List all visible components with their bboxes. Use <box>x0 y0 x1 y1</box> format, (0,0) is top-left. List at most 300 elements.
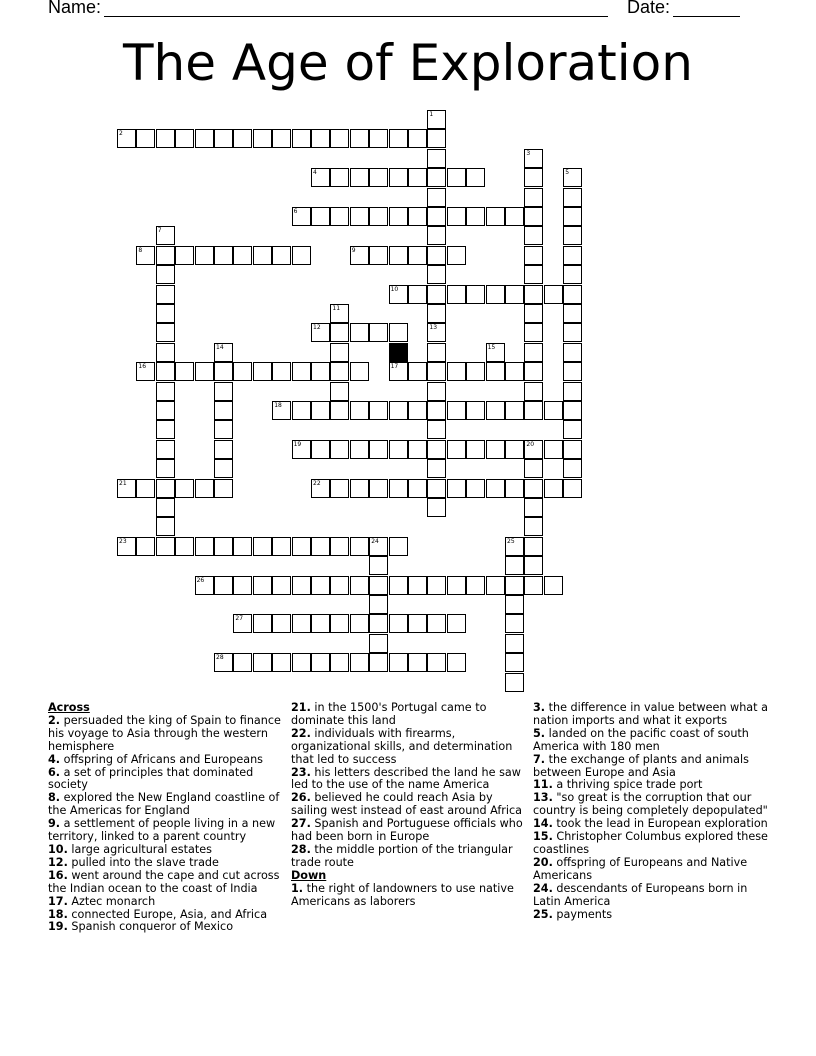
grid-cell[interactable] <box>544 479 563 498</box>
grid-cell[interactable] <box>311 129 330 148</box>
grid-cell[interactable] <box>311 614 330 633</box>
grid-cell[interactable] <box>466 401 485 420</box>
grid-cell[interactable] <box>156 498 175 517</box>
grid-cell[interactable] <box>292 440 311 459</box>
grid-cell[interactable] <box>233 614 252 633</box>
clue-number-label: 10. <box>48 842 68 856</box>
grid-cell[interactable] <box>330 323 349 342</box>
grid-cell[interactable] <box>486 479 505 498</box>
grid-cell[interactable] <box>563 323 582 342</box>
grid-cell[interactable] <box>214 362 233 381</box>
grid-cell[interactable] <box>156 479 175 498</box>
grid-cell[interactable] <box>389 614 408 633</box>
grid-cell[interactable] <box>311 401 330 420</box>
grid-cell[interactable] <box>253 129 272 148</box>
grid-cell[interactable] <box>195 576 214 595</box>
grid-cell[interactable] <box>233 537 252 556</box>
grid-cell[interactable] <box>466 576 485 595</box>
grid-cell[interactable] <box>389 401 408 420</box>
grid-cell[interactable] <box>563 285 582 304</box>
grid-cell[interactable] <box>214 459 233 478</box>
grid-cell[interactable] <box>505 634 524 653</box>
grid-cell[interactable] <box>505 207 524 226</box>
grid-cell[interactable] <box>389 285 408 304</box>
grid-cell[interactable] <box>563 304 582 323</box>
grid-cell[interactable] <box>350 246 369 265</box>
grid-cell[interactable] <box>466 285 485 304</box>
grid-cell[interactable] <box>369 614 388 633</box>
grid-cell[interactable] <box>292 614 311 633</box>
grid-cell[interactable] <box>447 653 466 672</box>
grid-cell[interactable] <box>214 343 233 362</box>
grid-cell[interactable] <box>195 129 214 148</box>
grid-cell[interactable] <box>563 207 582 226</box>
grid-cell[interactable] <box>524 265 543 284</box>
grid-cell[interactable] <box>330 576 349 595</box>
across-heading: Across <box>48 701 90 714</box>
clue-number: 25 <box>507 537 515 545</box>
grid-cell[interactable] <box>253 246 272 265</box>
grid-cell[interactable] <box>369 401 388 420</box>
grid-cell[interactable] <box>408 129 427 148</box>
grid-cell[interactable] <box>524 285 543 304</box>
grid-cell[interactable] <box>466 440 485 459</box>
grid-cell[interactable] <box>233 576 252 595</box>
grid-cell[interactable] <box>427 401 446 420</box>
grid-cell[interactable] <box>233 246 252 265</box>
grid-cell[interactable] <box>369 207 388 226</box>
clue-text: "so great is the corruption that our country is being completely depopulated" <box>533 791 768 818</box>
grid-cell[interactable] <box>524 537 543 556</box>
grid-cell[interactable] <box>524 440 543 459</box>
grid-cell[interactable] <box>214 653 233 672</box>
grid-cell[interactable] <box>350 653 369 672</box>
grid-cell[interactable] <box>427 576 446 595</box>
grid-cell[interactable] <box>408 440 427 459</box>
grid-cell[interactable] <box>214 401 233 420</box>
grid-cell[interactable] <box>427 459 446 478</box>
grid-cell[interactable] <box>427 479 446 498</box>
grid-cell[interactable] <box>427 207 446 226</box>
grid-cell[interactable] <box>311 653 330 672</box>
grid-cell[interactable] <box>292 362 311 381</box>
grid-cell[interactable] <box>447 440 466 459</box>
grid-cell[interactable] <box>427 362 446 381</box>
grid-cell[interactable] <box>389 168 408 187</box>
clue-number-label: 15. <box>533 830 553 844</box>
grid-cell[interactable] <box>330 343 349 362</box>
grid-cell[interactable] <box>524 556 543 575</box>
clue-number: 12 <box>313 324 321 332</box>
grid-cell[interactable] <box>292 207 311 226</box>
grid-cell[interactable] <box>408 653 427 672</box>
clue-text: Spanish and Portuguese officials who had been born in Europe <box>291 817 523 844</box>
grid-cell[interactable] <box>427 440 446 459</box>
grid-cell[interactable] <box>427 420 446 439</box>
grid-cell[interactable] <box>466 207 485 226</box>
grid-cell[interactable] <box>350 479 369 498</box>
clue-text: landed on the pacific coast of south America with 180 men <box>533 726 749 753</box>
grid-cell[interactable] <box>214 576 233 595</box>
grid-cell[interactable] <box>447 285 466 304</box>
grid-cell[interactable] <box>272 362 291 381</box>
grid-cell[interactable] <box>156 265 175 284</box>
grid-cell[interactable] <box>524 517 543 536</box>
grid-cell[interactable] <box>447 362 466 381</box>
grid-cell[interactable] <box>486 401 505 420</box>
grid-cell[interactable] <box>156 401 175 420</box>
grid-cell[interactable] <box>350 576 369 595</box>
grid-cell[interactable] <box>544 440 563 459</box>
grid-cell[interactable] <box>253 537 272 556</box>
grid-cell[interactable] <box>563 343 582 362</box>
grid-cell[interactable] <box>505 537 524 556</box>
grid-cell[interactable] <box>447 479 466 498</box>
grid-cell[interactable] <box>175 537 194 556</box>
grid-cell[interactable] <box>466 168 485 187</box>
grid-cell[interactable] <box>272 129 291 148</box>
grid-cell[interactable] <box>117 537 136 556</box>
grid-cell[interactable] <box>195 362 214 381</box>
grid-cell[interactable] <box>136 129 155 148</box>
grid-cell[interactable] <box>350 129 369 148</box>
grid-cell[interactable] <box>136 537 155 556</box>
grid-cell[interactable] <box>505 576 524 595</box>
grid-cell[interactable] <box>369 537 388 556</box>
grid-cell[interactable] <box>350 168 369 187</box>
grid-cell[interactable] <box>563 382 582 401</box>
grid-cell[interactable] <box>524 149 543 168</box>
grid-cell[interactable] <box>330 614 349 633</box>
grid-cell[interactable] <box>389 576 408 595</box>
grid-cell[interactable] <box>505 440 524 459</box>
grid-cell[interactable] <box>350 401 369 420</box>
grid-cell[interactable] <box>389 246 408 265</box>
clue-text: Christopher Columbus explored these coastlines <box>533 830 768 856</box>
grid-cell[interactable] <box>330 653 349 672</box>
grid-cell[interactable] <box>427 304 446 323</box>
clue-number-label: 4. <box>48 752 61 766</box>
grid-cell[interactable] <box>389 440 408 459</box>
clue-number-label: 14. <box>533 817 553 831</box>
grid-cell[interactable] <box>505 614 524 633</box>
grid-cell[interactable] <box>369 246 388 265</box>
grid-cell[interactable] <box>369 168 388 187</box>
grid-cell[interactable] <box>156 285 175 304</box>
grid-cell[interactable] <box>350 207 369 226</box>
grid-cell[interactable] <box>447 207 466 226</box>
clue-number-label: 13. <box>533 791 553 805</box>
grid-cell[interactable] <box>408 168 427 187</box>
grid-cell[interactable] <box>389 207 408 226</box>
grid-cell[interactable] <box>389 323 408 342</box>
grid-cell[interactable] <box>311 207 330 226</box>
grid-cell[interactable] <box>117 129 136 148</box>
grid-cell[interactable] <box>253 614 272 633</box>
grid-cell[interactable] <box>563 420 582 439</box>
grid-cell[interactable] <box>486 343 505 362</box>
grid-cell[interactable] <box>563 246 582 265</box>
grid-cell[interactable] <box>524 246 543 265</box>
grid-cell[interactable] <box>272 246 291 265</box>
grid-cell[interactable] <box>408 362 427 381</box>
grid-cell[interactable] <box>272 401 291 420</box>
clue-text: believed he could reach Asia by sailing west instead of east around Africa <box>291 791 523 818</box>
grid-cell[interactable] <box>427 382 446 401</box>
grid-cell[interactable] <box>330 304 349 323</box>
grid-cell[interactable] <box>408 246 427 265</box>
grid-cell[interactable] <box>233 362 252 381</box>
grid-cell[interactable] <box>408 576 427 595</box>
clue-number-label: 28. <box>291 842 311 856</box>
grid-cell[interactable] <box>389 479 408 498</box>
grid-cell[interactable] <box>292 576 311 595</box>
grid-cell[interactable] <box>214 129 233 148</box>
grid-cell[interactable] <box>427 285 446 304</box>
grid-cell[interactable] <box>427 110 446 129</box>
down-clue-list-continued <box>533 702 768 921</box>
grid-cell[interactable] <box>253 576 272 595</box>
grid-cell[interactable] <box>330 401 349 420</box>
grid-cell[interactable] <box>311 168 330 187</box>
clue-number-label: 1. <box>291 881 304 895</box>
grid-cell[interactable] <box>369 634 388 653</box>
grid-cell[interactable] <box>292 537 311 556</box>
grid-cell[interactable] <box>156 517 175 536</box>
grid-cell[interactable] <box>272 537 291 556</box>
grid-cell[interactable] <box>330 362 349 381</box>
grid-cell[interactable] <box>233 129 252 148</box>
grid-cell[interactable] <box>350 440 369 459</box>
grid-cell[interactable] <box>427 246 446 265</box>
grid-cell[interactable] <box>156 343 175 362</box>
grid-cell[interactable] <box>156 459 175 478</box>
grid-cell[interactable] <box>311 362 330 381</box>
clue-number-label: 8. <box>48 791 61 805</box>
grid-cell[interactable] <box>369 595 388 614</box>
grid-cell[interactable] <box>175 362 194 381</box>
grid-cell[interactable] <box>505 401 524 420</box>
grid-cell[interactable] <box>330 440 349 459</box>
grid-cell[interactable] <box>292 653 311 672</box>
grid-cell[interactable] <box>544 401 563 420</box>
grid-cell[interactable] <box>427 168 446 187</box>
grid-cell[interactable] <box>447 576 466 595</box>
grid-cell[interactable] <box>486 362 505 381</box>
grid-cell[interactable] <box>563 265 582 284</box>
grid-cell[interactable] <box>136 246 155 265</box>
grid-cell[interactable] <box>524 207 543 226</box>
grid-cell[interactable] <box>175 479 194 498</box>
clue-number-label: 22. <box>291 726 311 740</box>
grid-cell[interactable] <box>466 479 485 498</box>
grid-cell[interactable] <box>292 129 311 148</box>
grid-cell[interactable] <box>563 226 582 245</box>
grid-cell[interactable] <box>505 673 524 692</box>
grid-cell[interactable] <box>563 168 582 187</box>
grid-cell[interactable] <box>427 149 446 168</box>
grid-cell[interactable] <box>369 323 388 342</box>
grid-cell[interactable] <box>156 420 175 439</box>
grid-cell[interactable] <box>311 576 330 595</box>
grid-cell[interactable] <box>427 129 446 148</box>
grid-cell[interactable] <box>214 479 233 498</box>
grid-cell[interactable] <box>233 653 252 672</box>
grid-cell[interactable] <box>136 479 155 498</box>
grid-cell[interactable] <box>117 479 136 498</box>
grid-cell[interactable] <box>447 614 466 633</box>
grid-cell[interactable] <box>524 401 543 420</box>
grid-cell[interactable] <box>253 653 272 672</box>
grid-cell[interactable] <box>505 653 524 672</box>
grid-cell[interactable] <box>447 401 466 420</box>
grid-cell[interactable] <box>408 207 427 226</box>
grid-cell[interactable] <box>369 576 388 595</box>
grid-cell[interactable] <box>330 168 349 187</box>
grid-cell[interactable] <box>156 304 175 323</box>
grid-cell[interactable] <box>524 226 543 245</box>
grid-cell[interactable] <box>524 304 543 323</box>
grid-cell[interactable] <box>408 285 427 304</box>
down-heading: Down <box>291 868 327 882</box>
grid-cell[interactable] <box>156 537 175 556</box>
grid-cell[interactable] <box>156 382 175 401</box>
grid-cell[interactable] <box>408 614 427 633</box>
grid-cell[interactable] <box>175 129 194 148</box>
grid-cell[interactable] <box>524 343 543 362</box>
grid-cell[interactable] <box>214 537 233 556</box>
grid-cell[interactable] <box>427 498 446 517</box>
grid-cell[interactable] <box>389 129 408 148</box>
grid-cell[interactable] <box>524 362 543 381</box>
grid-cell[interactable] <box>563 479 582 498</box>
grid-cell[interactable] <box>214 440 233 459</box>
grid-cell[interactable] <box>486 576 505 595</box>
grid-cell[interactable] <box>369 556 388 575</box>
grid-cell[interactable] <box>330 479 349 498</box>
grid-cell[interactable] <box>563 459 582 478</box>
grid-cell[interactable] <box>427 614 446 633</box>
grid-cell[interactable] <box>156 362 175 381</box>
grid-cell[interactable] <box>311 479 330 498</box>
grid-cell[interactable] <box>350 323 369 342</box>
grid-cell[interactable] <box>136 362 155 381</box>
grid-cell[interactable] <box>330 207 349 226</box>
grid-cell[interactable] <box>214 246 233 265</box>
grid-cell[interactable] <box>408 479 427 498</box>
grid-cell[interactable] <box>311 323 330 342</box>
grid-cell[interactable] <box>272 653 291 672</box>
grid-cell[interactable] <box>350 537 369 556</box>
grid-cell[interactable] <box>544 576 563 595</box>
grid-cell[interactable] <box>505 595 524 614</box>
grid-cell[interactable] <box>350 362 369 381</box>
grid-cell[interactable] <box>408 401 427 420</box>
clue-item <box>533 728 768 754</box>
grid-cell[interactable] <box>486 285 505 304</box>
clue-text: the middle portion of the triangular trade route <box>291 842 513 869</box>
grid-cell[interactable] <box>272 576 291 595</box>
grid-cell[interactable] <box>427 343 446 362</box>
grid-cell[interactable] <box>369 479 388 498</box>
grid-cell[interactable] <box>427 323 446 342</box>
grid-cell[interactable] <box>524 188 543 207</box>
grid-cell[interactable] <box>389 537 408 556</box>
grid-cell[interactable] <box>350 614 369 633</box>
grid-cell[interactable] <box>156 226 175 245</box>
grid-cell[interactable] <box>427 226 446 245</box>
grid-cell[interactable] <box>563 188 582 207</box>
grid-cell[interactable] <box>156 323 175 342</box>
grid-cell[interactable] <box>447 168 466 187</box>
grid-cell[interactable] <box>292 401 311 420</box>
grid-cell[interactable] <box>195 537 214 556</box>
grid-cell[interactable] <box>505 556 524 575</box>
grid-cell[interactable] <box>195 246 214 265</box>
grid-cell[interactable] <box>524 168 543 187</box>
grid-cell[interactable] <box>427 188 446 207</box>
grid-cell[interactable] <box>156 440 175 459</box>
grid-cell[interactable] <box>330 537 349 556</box>
grid-cell[interactable] <box>563 440 582 459</box>
grid-cell[interactable] <box>466 362 485 381</box>
clue-item <box>291 702 526 728</box>
clue-number: 4 <box>313 169 317 177</box>
grid-cell[interactable] <box>330 129 349 148</box>
grid-cell[interactable] <box>524 459 543 478</box>
grid-cell[interactable] <box>427 653 446 672</box>
grid-cell[interactable] <box>214 420 233 439</box>
grid-cell[interactable] <box>311 537 330 556</box>
grid-cell[interactable] <box>292 246 311 265</box>
clue-number-label: 21. <box>291 701 311 714</box>
grid-cell[interactable] <box>272 614 291 633</box>
grid-cell[interactable] <box>524 498 543 517</box>
grid-cell[interactable] <box>544 285 563 304</box>
grid-cell[interactable] <box>524 323 543 342</box>
grid-cell[interactable] <box>524 576 543 595</box>
grid-cell[interactable] <box>175 246 194 265</box>
grid-cell[interactable] <box>369 129 388 148</box>
grid-cell[interactable] <box>369 653 388 672</box>
grid-cell[interactable] <box>369 440 388 459</box>
grid-cell[interactable] <box>214 382 233 401</box>
clue-number: 18 <box>274 402 282 409</box>
grid-cell[interactable] <box>524 382 543 401</box>
grid-cell[interactable] <box>253 362 272 381</box>
grid-cell[interactable] <box>195 479 214 498</box>
grid-cell[interactable] <box>563 362 582 381</box>
grid-cell[interactable] <box>311 440 330 459</box>
grid-cell[interactable] <box>563 401 582 420</box>
grid-cell[interactable] <box>330 382 349 401</box>
grid-cell[interactable] <box>524 479 543 498</box>
grid-cell[interactable] <box>156 129 175 148</box>
grid-cell[interactable] <box>389 362 408 381</box>
grid-cell[interactable] <box>505 285 524 304</box>
grid-cell[interactable] <box>156 246 175 265</box>
clue-number: 17 <box>390 363 399 371</box>
grid-cell[interactable] <box>505 479 524 498</box>
grid-cell[interactable] <box>505 362 524 381</box>
grid-cell[interactable] <box>427 265 446 284</box>
grid-cell[interactable] <box>486 207 505 226</box>
clue-text: connected Europe, Asia, and Africa <box>67 907 268 921</box>
grid-cell[interactable] <box>486 440 505 459</box>
grid-cell[interactable] <box>389 653 408 672</box>
clue-text: persuaded the king of Spain to finance his voyage to Asia through the western hemisphere <box>48 713 281 753</box>
grid-cell[interactable] <box>447 246 466 265</box>
